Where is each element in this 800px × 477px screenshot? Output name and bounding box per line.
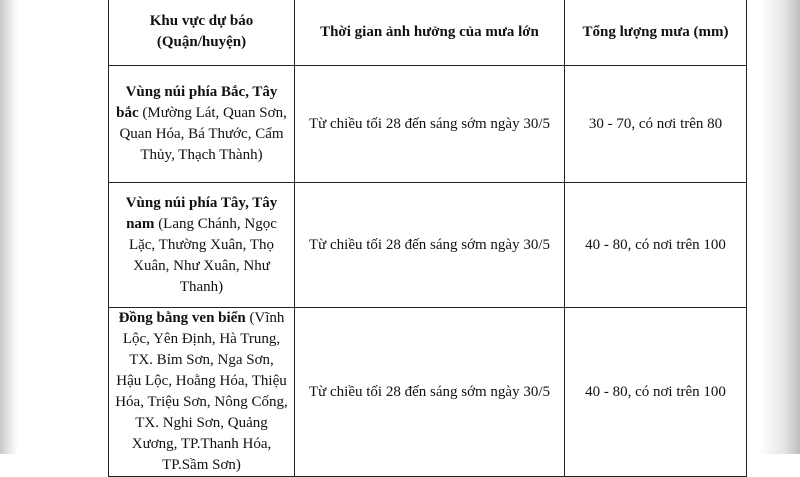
- header-area: [109, 0, 295, 66]
- header-total: Tổng lượng mưa (mm): [565, 0, 747, 66]
- region-name: Vùng núi phía Tây, Tây nam: [125, 194, 278, 232]
- region-districts: (Mường Lát, Quan Sơn, Quan Hóa, Bá Thước, Cẩm Thủy, Thạch Thành): [119, 105, 287, 163]
- rain-forecast-table: [108, 0, 747, 477]
- header-area-line1: Khu vực dự báo: [149, 13, 254, 29]
- region-districts: (Vĩnh Lộc, Yên Định, Hà Trung, TX. Bỉm Sơn, Nga Sơn, Hậu Lộc, Hoằng Hóa, Thiệu Hóa, Triệu Sơn, Nông Cống, TX. Nghi Sơn, Quảng Xương, TP.Thanh Hóa, TP.Sầm Sơn): [115, 310, 288, 473]
- region-name: Đồng bằng ven biển: [118, 310, 246, 326]
- table-row: [109, 308, 747, 477]
- table-header-row: [109, 0, 747, 66]
- region-name: Vùng núi phía Bắc, Tây bắc: [116, 84, 278, 121]
- region-districts: (Lang Chánh, Ngọc Lặc, Thường Xuân, Thọ Xuân, Như Xuân, Như Thanh): [128, 215, 277, 295]
- total-cell: 40 - 80, có nơi trên 100: [565, 183, 747, 308]
- table-row: [109, 66, 747, 183]
- total-cell: 40 - 80, có nơi trên 100: [565, 308, 747, 477]
- header-area-line2: (Quận/huyện): [156, 34, 247, 50]
- region-cell: [109, 183, 295, 308]
- header-time: Thời gian ảnh hưởng của mưa lớn: [295, 0, 565, 66]
- time-cell: Từ chiều tối 28 đến sáng sớm ngày 30/5: [295, 308, 565, 477]
- total-cell: 30 - 70, có nơi trên 80: [565, 66, 747, 183]
- page-edge-shadow-right: [760, 0, 800, 454]
- page-edge-shadow-left: [0, 0, 18, 454]
- time-cell: Từ chiều tối 28 đến sáng sớm ngày 30/5: [295, 183, 565, 308]
- region-cell: [109, 308, 295, 477]
- time-cell: Từ chiều tối 28 đến sáng sớm ngày 30/5: [295, 66, 565, 183]
- region-cell: [109, 66, 295, 183]
- table-row: [109, 183, 747, 308]
